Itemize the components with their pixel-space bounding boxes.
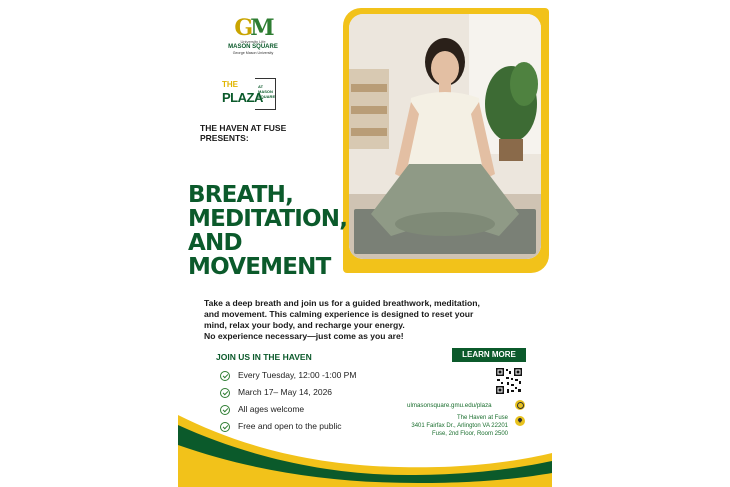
description-line-4: No experience necessary—just come as you are! xyxy=(204,331,404,341)
detail-dates: March 17– May 14, 2026 xyxy=(238,387,333,397)
headline-line-4: MOVEMENT xyxy=(188,254,331,280)
check-icon xyxy=(220,371,230,381)
description-line-3: mind, relax your body, and recharge your energy. xyxy=(204,320,405,330)
learn-more-button[interactable]: LEARN MORE xyxy=(452,348,526,362)
gm-logo-mark xyxy=(223,17,283,39)
event-description xyxy=(204,298,549,342)
gm-logo-g: G xyxy=(234,15,251,41)
detail-cost: Free and open to the public xyxy=(238,421,342,431)
gm-logo-m: M xyxy=(250,15,272,41)
detail-ages: All ages welcome xyxy=(238,404,305,414)
address-line-1: The Haven at Fuse xyxy=(456,415,508,421)
plaza-mason: MASON xyxy=(258,89,273,94)
address-line-3: Fuse, 2nd Floor, Room 2500 xyxy=(431,431,508,437)
headline-line-1: BREATH, xyxy=(188,182,294,208)
qr-code-icon[interactable] xyxy=(495,367,523,395)
website-link[interactable]: ulmasonsquare.gmu.edu/plaza xyxy=(407,402,492,409)
plaza-square: SQUARE xyxy=(258,94,276,99)
join-heading: JOIN US IN THE HAVEN xyxy=(216,352,312,362)
description-line-1: Take a deep breath and join us for a guided breathwork, meditation, xyxy=(204,298,480,308)
decorative-waves xyxy=(178,405,552,487)
detail-schedule: Every Tuesday, 12:00 -1:00 PM xyxy=(238,370,357,380)
plaza-name: PLAZA xyxy=(222,90,263,105)
meditation-photo xyxy=(349,14,541,259)
check-icon xyxy=(220,388,230,398)
presenter-text: THE HAVEN AT FUSE PRESENTS: xyxy=(200,123,287,143)
plaza-logo xyxy=(222,78,278,112)
address-line-2: 3401 Fairfax Dr., Arlington VA 22201 xyxy=(411,423,508,429)
headline-line-2: MEDITATION, xyxy=(188,206,348,232)
headline-line-3: AND xyxy=(188,230,242,256)
description-line-2: and movement. This calming experience is designed to reset your xyxy=(204,309,474,319)
logo-line2: MASON SQUARE xyxy=(228,44,278,50)
event-flyer xyxy=(178,0,552,487)
mason-square-logo xyxy=(223,17,283,56)
logo-line1: University Life xyxy=(240,39,266,44)
plaza-at-mason-square xyxy=(258,84,275,99)
logo-line3: George Mason University xyxy=(232,51,274,55)
plaza-at: AT xyxy=(258,84,264,89)
event-headline xyxy=(188,183,347,279)
plaza-the: THE xyxy=(222,80,238,89)
